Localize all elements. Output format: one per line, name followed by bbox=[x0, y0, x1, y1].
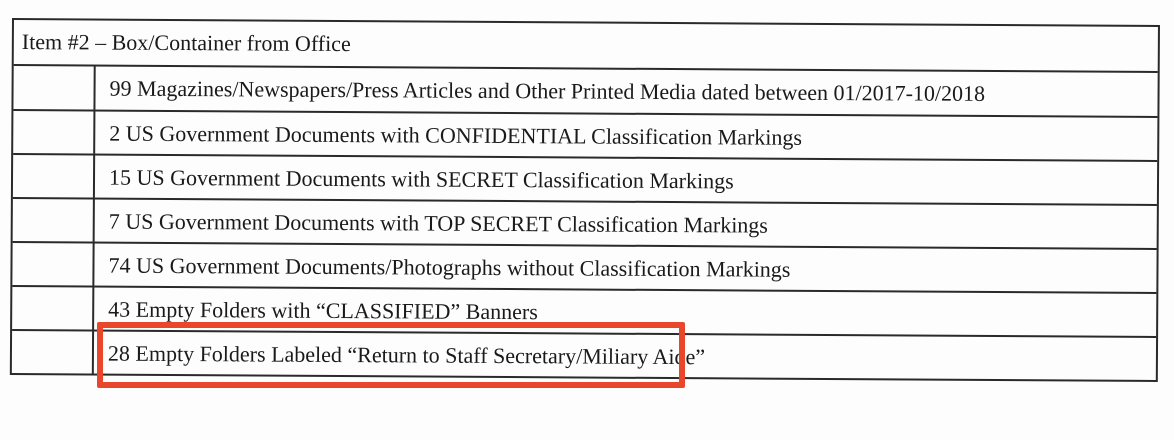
item-description: 74 US Government Documents/Photographs without Classification Markings bbox=[108, 252, 791, 282]
item-description: 99 Magazines/Newspapers/Press Articles and Other Printed Media dated between 01/2017-10/2018 bbox=[109, 75, 986, 106]
table-row bbox=[13, 109, 1157, 160]
indent-cell bbox=[13, 66, 95, 110]
item-description: 43 Empty Folders with “CLASSIFIED” Banners bbox=[108, 296, 538, 324]
table-header-row bbox=[14, 20, 1158, 71]
inventory-table bbox=[10, 18, 1160, 382]
indent-cell bbox=[12, 243, 94, 286]
table-row bbox=[12, 241, 1156, 292]
table-row bbox=[13, 197, 1157, 248]
indent-cell bbox=[13, 111, 95, 154]
item-description: 15 US Government Documents with SECRET Classification Markings bbox=[108, 164, 734, 193]
item-title: Item #2 – Box/Container from Office bbox=[21, 29, 351, 57]
item-description: 28 Empty Folders Labeled “Return to Staff Secretary/Miliary Aide” bbox=[107, 340, 706, 369]
item-description: 2 US Government Documents with CONFIDENTIAL Classification Markings bbox=[109, 120, 803, 150]
indent-cell bbox=[13, 199, 95, 242]
table-row bbox=[13, 64, 1157, 116]
indent-cell bbox=[12, 331, 94, 374]
table-row bbox=[13, 153, 1157, 204]
item-description: 7 US Government Documents with TOP SECRET Classification Markings bbox=[108, 208, 769, 238]
table-row-highlighted bbox=[12, 285, 1156, 336]
indent-cell bbox=[13, 155, 95, 198]
indent-cell bbox=[12, 287, 94, 330]
table-row bbox=[12, 329, 1156, 380]
